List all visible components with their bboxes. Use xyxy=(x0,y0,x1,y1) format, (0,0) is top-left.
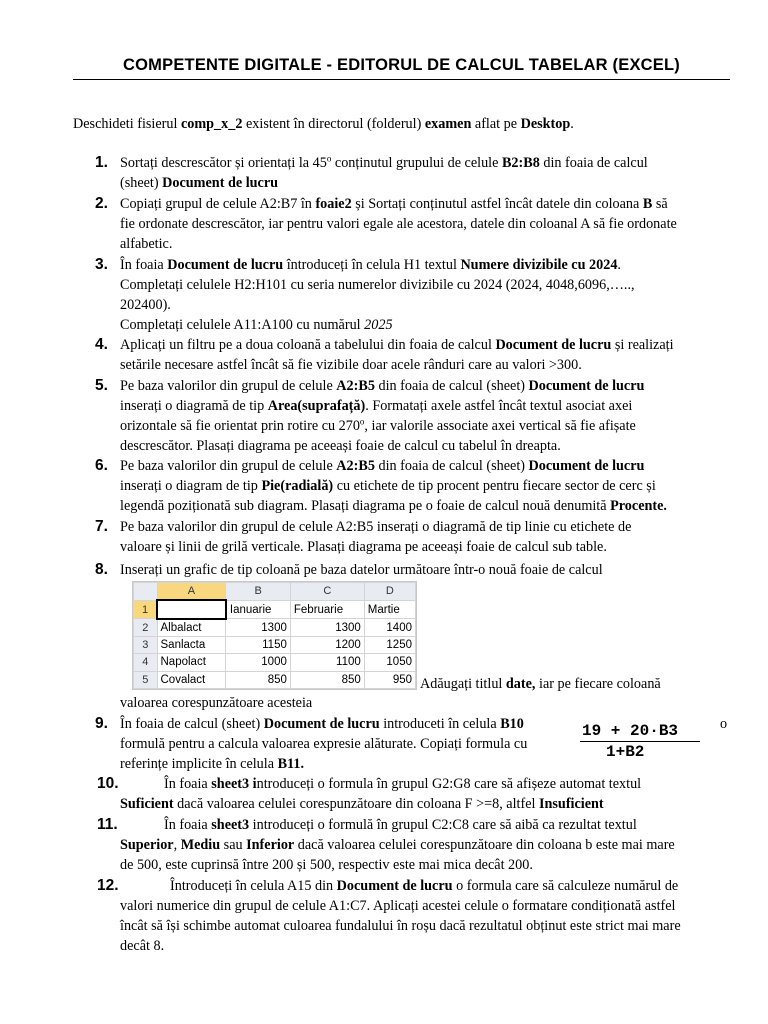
fraction-bar xyxy=(580,741,700,742)
task-item-2: 2. Copiați grupul de celule A2:B7 în foaie2 și Sortați conținutul astfel încât datele din coloana B să fie ordonate descrescător, iar pentru valori egale ale acestora, datele din coloanal A să fie ordonate alfabetic. xyxy=(95,195,677,252)
column-header: D xyxy=(364,583,415,601)
task-item-8-side-text: Adăugați titlul date, iar pe fiecare coloană xyxy=(420,676,661,692)
formula-expression xyxy=(572,717,704,765)
task-item-12: 12. Întroduceți în celula A15 din Document de lucru o formula care să calculeze numărul de valori numerice din grupul de celule A1:C7. Aplicați acestei celule o formatare condiționată astfel încât să își schimbe automat culoarea fundalului în roșu dacă rezultatul obținut este strict mai mare decât 8. xyxy=(97,877,681,954)
table-cell: 1300 xyxy=(226,619,291,637)
task-item-8-continuation: valoarea corespunzătoare acesteia xyxy=(120,695,313,711)
table-cell: 1300 xyxy=(290,619,364,637)
task-item-10: 10. În foaia sheet3 introduceți o formula în grupul G2:G8 care să afișeze automat textul Suficient dacă valoarea celulei corespunzătoare din coloana F >=8, altfel Insuficient xyxy=(97,775,642,812)
table-cell: Covalact xyxy=(157,671,226,688)
row-header: 5 xyxy=(134,671,158,688)
task-item-6: 6. Pe baza valorilor din grupul de celule A2:B5 din foaia de calcul (sheet) Document de lucru inserați o diagram de tip Pie(radială) cu etichete de tip procent pentru fiecare sector de cerc și legendă poziționată sub diagram. Plasați diagrama pe o foaie de calcul nouă denumită Procente. xyxy=(95,457,667,514)
table-cell: 1050 xyxy=(364,654,415,671)
corner-cell xyxy=(134,583,158,601)
page-title: COMPETENTE DIGITALE - EDITORUL DE CALCUL TABELAR (EXCEL) xyxy=(123,56,680,74)
table-cell: Martie xyxy=(364,600,415,618)
table-cell: 1000 xyxy=(226,654,291,671)
table-cell: 850 xyxy=(226,671,291,688)
task-item-3: 3. În foaia Document de lucru întroduceți în celula H1 textul Numere divizibile cu 2024. Completați celulele H2:H101 cu seria numerelor divizibile cu 2024 (2024, 4048,6096,….., 202400). Completați celulele A11:A100 cu numărul 2025 xyxy=(95,256,635,333)
intro-paragraph: Deschideti fisierul comp_x_2 existent în directorul (folderul) examen aflat pe Desktop. xyxy=(73,116,574,132)
row-header: 1 xyxy=(134,600,158,618)
table-cell: Albalact xyxy=(157,619,226,637)
table-cell: 850 xyxy=(290,671,364,688)
table-cell: Ianuarie xyxy=(226,600,291,618)
table-cell: 1150 xyxy=(226,637,291,654)
row-header: 3 xyxy=(134,637,158,654)
formula-numerator: 19 + 20·B3 xyxy=(582,722,679,740)
table-cell: 1200 xyxy=(290,637,364,654)
task-item-7: 7. Pe baza valorilor din grupul de celule A2:B5 inserați o diagramă de tip linie cu etichete de valoare și linii de grilă verticale. Plasați diagrama pe aceeași foaie de calcul sub table. xyxy=(95,518,632,555)
task-item-9: 9. În foaia de calcul (sheet) Document de lucru introduceti în celula B10 formulă pentru a calcula valoarea expresie alăturate. Copiați formula cu referințe implicite în celula B11. xyxy=(95,715,528,772)
table-cell: 1100 xyxy=(290,654,364,671)
table-cell: 950 xyxy=(364,671,415,688)
table-cell: 1400 xyxy=(364,619,415,637)
task-item-8: 8. Inserați un grafic de tip coloană pe baza datelor următoare într-o nouă foaie de calcul xyxy=(95,561,603,578)
task-item-4: 4. Aplicați un filtru pe a doua coloană a tabelului din foaia de calcul Document de lucru și realizați setările necesare astfel încât să fie vizibile doar acele rânduri care au valori >300. xyxy=(95,336,674,373)
column-header: C xyxy=(290,583,364,601)
table-cell: Napolact xyxy=(157,654,226,671)
title-underline xyxy=(73,79,730,80)
table-cell: 1250 xyxy=(364,637,415,654)
table-cell: Sanlacta xyxy=(157,637,226,654)
table-cell xyxy=(157,600,226,618)
column-header: B xyxy=(226,583,291,601)
formula-denominator: 1+B2 xyxy=(606,743,645,761)
column-header: A xyxy=(157,583,226,601)
task-item-9-tail: o xyxy=(720,716,728,732)
task-item-11: 11. În foaia sheet3 introduceți o formulă în grupul C2:C8 care să aibă ca rezultat textul Superior, Mediu sau Inferior dacă valoarea celulei corespunzătoare din coloana b este mai mare de 500, este cuprinsă între 200 și 500, respectiv este mai mica decât 200. xyxy=(97,816,675,873)
task-item-1: 1. Sortați descrescător și orientați la 45$^o$ conținutul grupului de celule B2:B8 din foaia de calcul (sheet) Document de lucru xyxy=(95,153,648,191)
spreadsheet-excerpt xyxy=(132,581,417,690)
table-cell: Februarie xyxy=(290,600,364,618)
task-item-5: 5. Pe baza valorilor din grupul de celule A2:B5 din foaia de calcul (sheet) Document de lucru inserați o diagramă de tip Area(suprafață). Formatați axele astfel încât textul asociat axei orizontale să fie orientat prin rotire cu 270$^o$, iar valorile associate axei vertical să fie afișate descrescător. Plasați diagrama pe aceeași foaie de calcul cu tabelul în dreapta. xyxy=(95,377,645,454)
row-header: 4 xyxy=(134,654,158,671)
row-header: 2 xyxy=(134,619,158,637)
